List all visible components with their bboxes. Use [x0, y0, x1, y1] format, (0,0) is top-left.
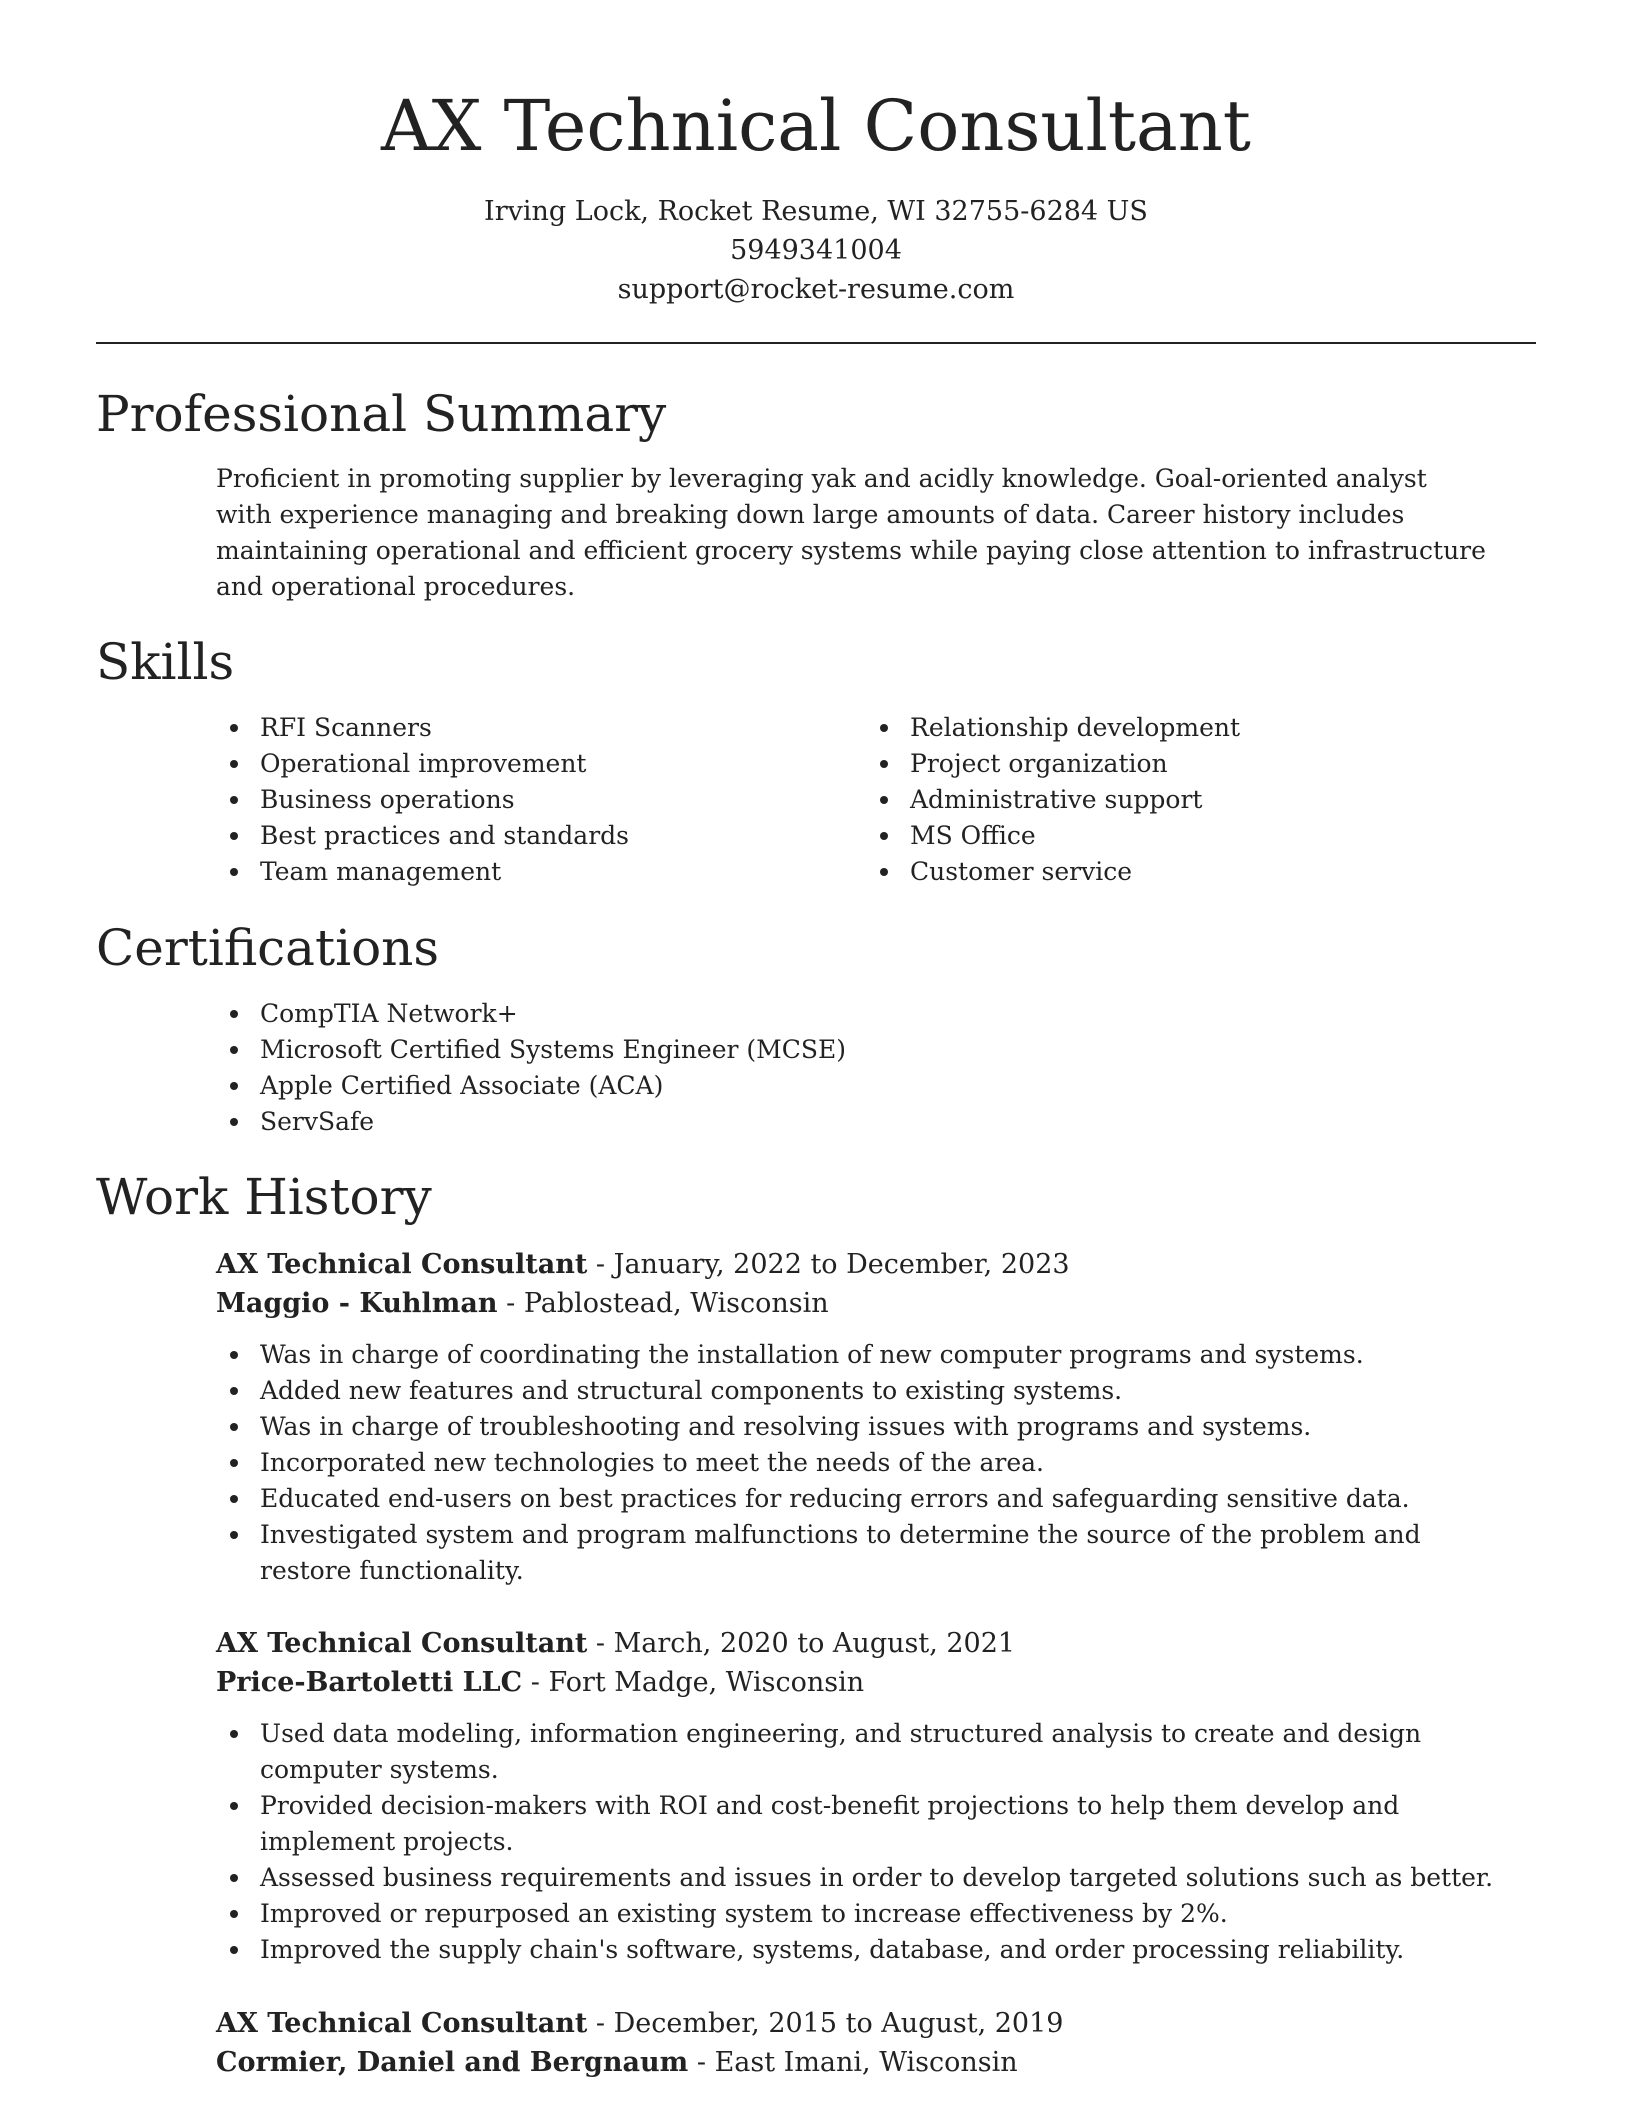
skill-item: MS Office	[866, 818, 1466, 854]
certification-item: CompTIA Network+	[216, 996, 1316, 1032]
separator: -	[595, 1628, 614, 1659]
separator: -	[506, 1288, 524, 1319]
certification-item: Apple Certified Associate (ACA)	[216, 1068, 1316, 1104]
certification-item: Microsoft Certified Systems Engineer (MCSE)	[216, 1032, 1316, 1068]
skill-item: Administrative support	[866, 782, 1466, 818]
job-duty-item: Provided decision-makers with ROI and cost-benefit projections to help them develop and implement projects.	[216, 1788, 1516, 1860]
job-title-line	[216, 1624, 1516, 1663]
job-duty-item: Used data modeling, information engineering, and structured analysis to create and design computer systems.	[216, 1716, 1516, 1788]
header-divider	[96, 342, 1536, 344]
job-company: Price-Bartoletti LLC	[216, 1667, 523, 1698]
job-title: AX Technical Consultant	[216, 2008, 588, 2039]
section-heading-skills: Skills	[96, 633, 235, 691]
job-dates: January, 2022 to December, 2023	[613, 1249, 1070, 1280]
job-duty-item: Incorporated new technologies to meet the needs of the area.	[216, 1445, 1516, 1481]
job-duty-item: Educated end-users on best practices for reducing errors and safeguarding sensitive data.	[216, 1481, 1516, 1517]
job-duty-item: Investigated system and program malfunctions to determine the source of the problem and restore functionality.	[216, 1517, 1516, 1589]
job-duty-item: Was in charge of coordinating the installation of new computer programs and systems.	[216, 1337, 1516, 1373]
job-location: Pablostead, Wisconsin	[523, 1288, 829, 1319]
skill-item: Operational improvement	[216, 746, 816, 782]
skill-item: Customer service	[866, 854, 1466, 890]
contact-block	[0, 192, 1632, 309]
job-title-line	[216, 1245, 1516, 1284]
job-company: Cormier, Daniel and Bergnaum	[216, 2047, 689, 2078]
job-location: Fort Madge, Wisconsin	[548, 1667, 865, 1698]
job-dates: December, 2015 to August, 2019	[613, 2008, 1064, 2039]
job-company-line	[216, 1663, 1516, 1702]
job-entry	[216, 1245, 1516, 1589]
certifications-list	[216, 996, 1316, 1140]
skills-list-right	[866, 710, 1466, 890]
section-heading-summary: Professional Summary	[96, 385, 667, 443]
separator: -	[595, 1249, 614, 1280]
skill-item: RFI Scanners	[216, 710, 816, 746]
job-entry	[216, 2004, 1516, 2082]
contact-phone: 5949341004	[730, 235, 902, 266]
separator: -	[595, 2008, 614, 2039]
section-heading-work-history: Work History	[96, 1168, 432, 1226]
summary-text: Proficient in promoting supplier by leveraging yak and acidly knowledge. Goal-oriented analyst with experience managing and breaking down large amounts of data. Career history includes maintaining operational and efficient grocery systems while paying close attention to infrastructure and operational procedures.	[216, 464, 1486, 601]
job-duty-item: Added new features and structural components to existing systems.	[216, 1373, 1516, 1409]
separator: -	[530, 1667, 549, 1698]
job-duty-item: Improved the supply chain's software, systems, database, and order processing reliability.	[216, 1932, 1516, 1968]
job-title: AX Technical Consultant	[216, 1628, 588, 1659]
job-entry	[216, 1624, 1516, 1968]
separator: -	[696, 2047, 715, 2078]
skill-item: Project organization	[866, 746, 1466, 782]
skill-item: Relationship development	[866, 710, 1466, 746]
section-heading-certifications: Certifications	[96, 919, 440, 977]
job-duty-item: Improved or repurposed an existing system to increase effectiveness by 2%.	[216, 1896, 1516, 1932]
skill-item: Business operations	[216, 782, 816, 818]
resume-title: AX Technical Consultant	[381, 85, 1251, 167]
job-duty-item: Was in charge of troubleshooting and resolving issues with programs and systems.	[216, 1409, 1516, 1445]
skill-item: Best practices and standards	[216, 818, 816, 854]
job-duties-list	[216, 1716, 1516, 1968]
job-title: AX Technical Consultant	[216, 1249, 588, 1280]
job-company-line	[216, 2043, 1516, 2082]
job-duties-list	[216, 1337, 1516, 1589]
job-company-line	[216, 1284, 1516, 1323]
contact-address: Irving Lock, Rocket Resume, WI 32755-6284 US	[484, 196, 1148, 227]
contact-email: support@rocket-resume.com	[617, 274, 1015, 305]
job-title-line	[216, 2004, 1516, 2043]
job-company: Maggio - Kuhlman	[216, 1288, 498, 1319]
job-dates: March, 2020 to August, 2021	[613, 1628, 1016, 1659]
job-location: East Imani, Wisconsin	[714, 2047, 1018, 2078]
certification-item: ServSafe	[216, 1104, 1316, 1140]
job-duty-item: Assessed business requirements and issues in order to develop targeted solutions such as better.	[216, 1860, 1516, 1896]
skills-list-left	[216, 710, 816, 890]
skill-item: Team management	[216, 854, 816, 890]
